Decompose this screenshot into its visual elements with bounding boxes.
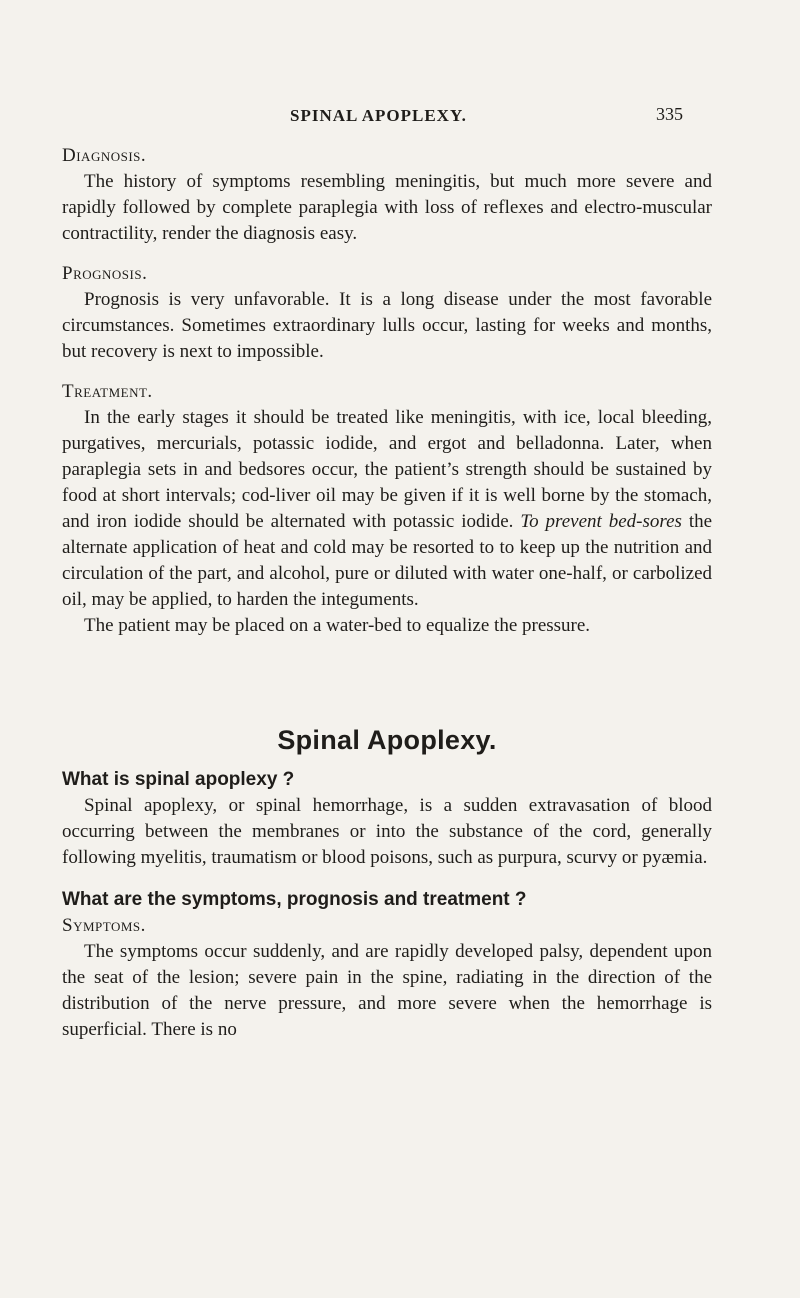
- symptoms-text: The symptoms occur suddenly, and are rapidly developed palsy, dependent upon the seat of the lesion; severe pain in the spine, radiating in the direction of the distribution of the nerve pressure, and more severe when the hemorrhage is superficial. There is no: [62, 941, 712, 1040]
- treatment-text-a: In the early stages it should be treated like meningitis, with ice, local bleeding, purgatives, mercurials, potassic iodide, and ergot and belladonna. Later, when paraplegia sets in and bedsores occur, the patient’s strength should be sustained by food at short intervals; cod-liver oil may be given if it is well borne by the stomach, and iron iodide should be alternated with potassic iodide.: [62, 407, 712, 532]
- chapter-title: Spinal Apoplexy.: [277, 725, 497, 755]
- question-1: What is spinal apoplexy ?: [62, 769, 295, 790]
- question-2: What are the symptoms, prognosis and treatment ?: [62, 889, 527, 910]
- answer-1: Spinal apoplexy, or spinal hemorrhage, is a sudden extravasation of blood occurring between the membranes or into the substance of the cord, generally following myelitis, traumatism or blood poisons, such as purpura, scurvy or pyæmia.: [62, 795, 712, 868]
- prognosis-text: Prognosis is very unfavorable. It is a long disease under the most favorable circumstances. Sometimes extraordinary lulls occur, lasting for weeks and months, but recovery is next to impossible.: [62, 289, 712, 362]
- treatment-heading: Treatment.: [62, 381, 153, 402]
- diagnosis-heading: Diagnosis.: [62, 145, 147, 166]
- treatment-text-italic: To prevent bed-sores: [520, 511, 682, 532]
- page-body: [62, 143, 712, 1043]
- treatment-text-c: The patient may be placed on a water-bed to equalize the pressure.: [84, 615, 591, 636]
- symptoms-heading: Symptoms.: [62, 915, 146, 936]
- running-head: SPINAL APOPLEXY.: [290, 106, 467, 125]
- treatment-text: [62, 405, 712, 613]
- treatment-text-b: the alternate application of heat and cold may be resorted to to keep up the nutrition and circulation of the part, and alcohol, pure or diluted with water one-half, or carbolized oil, may be applied, to harden the integuments.: [62, 511, 713, 610]
- diagnosis-text: The history of symptoms resembling meningitis, but much more severe and rapidly followed by complete paraplegia with loss of reflexes and electro-muscular contractility, render the diagnosis easy.: [62, 171, 712, 244]
- page-number: 335: [656, 104, 683, 124]
- prognosis-heading: Prognosis.: [62, 263, 148, 284]
